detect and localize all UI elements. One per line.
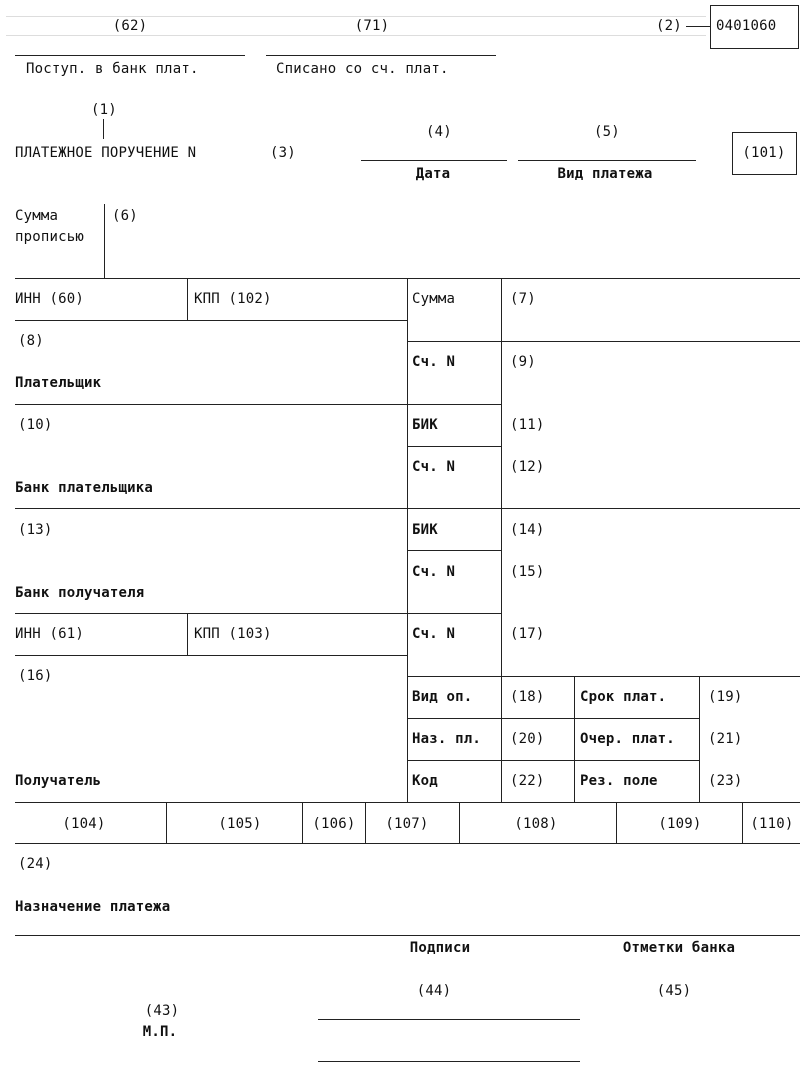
field-15: (15) bbox=[510, 564, 545, 580]
payee-bank-bik-label: БИК bbox=[412, 522, 438, 538]
grid-line-sum-bottom bbox=[407, 341, 800, 342]
field-6: (6) bbox=[112, 208, 138, 224]
amount-words-divider bbox=[104, 204, 105, 278]
grid-line-budget-bottom bbox=[15, 843, 800, 844]
payer-inn: ИНН (60) bbox=[15, 291, 85, 307]
term-label: Срок плат. bbox=[580, 689, 667, 705]
budget-divider-3 bbox=[365, 802, 366, 843]
field-11: (11) bbox=[510, 417, 545, 433]
grid-line-inn-bottom bbox=[15, 320, 407, 321]
payer-bank-label: Банк плательщика bbox=[15, 480, 154, 496]
date-line bbox=[361, 160, 507, 161]
debited-label: Списано со сч. плат. bbox=[276, 61, 449, 77]
grid-line-inn2-bottom bbox=[15, 655, 407, 656]
field-1-pointer bbox=[103, 119, 104, 139]
payee-acc-label: Сч. N bbox=[412, 626, 456, 642]
order-title: ПЛАТЕЖНОЕ ПОРУЧЕНИЕ N bbox=[15, 145, 197, 161]
field-1: (1) bbox=[91, 102, 117, 118]
code-label: Код bbox=[412, 773, 438, 789]
amount-words-label-2: прописью bbox=[15, 229, 85, 245]
field-23: (23) bbox=[708, 773, 743, 789]
field-105: (105) bbox=[218, 816, 262, 832]
top-strip-top bbox=[6, 16, 706, 17]
field-21: (21) bbox=[708, 731, 743, 747]
signatures-label: Подписи bbox=[409, 940, 471, 956]
bank-marks-label: Отметки банка bbox=[622, 940, 736, 956]
grid-line-bik1-bottom bbox=[407, 446, 501, 447]
grid-line-payer-bottom bbox=[15, 404, 501, 405]
date-label: Дата bbox=[415, 166, 451, 182]
field-2: (2) bbox=[656, 18, 682, 34]
field-108: (108) bbox=[514, 816, 558, 832]
field-7: (7) bbox=[510, 291, 536, 307]
payee-label: Получатель bbox=[15, 773, 102, 789]
debited-date-line bbox=[266, 55, 496, 56]
field-13: (13) bbox=[18, 522, 53, 538]
field-104: (104) bbox=[62, 816, 106, 832]
field-43: (43) bbox=[144, 1003, 180, 1019]
grid-vline-op-col3 bbox=[574, 676, 575, 802]
grid-line-acc3-bottom bbox=[407, 676, 800, 677]
field-2-connector bbox=[686, 26, 710, 27]
grid-line-payee-bottom bbox=[15, 802, 800, 803]
field-101: (101) bbox=[742, 145, 786, 161]
payment-type-line bbox=[518, 160, 696, 161]
field-8: (8) bbox=[18, 333, 44, 349]
grid-vline-inn-kpp-1 bbox=[187, 278, 188, 320]
budget-divider-4 bbox=[459, 802, 460, 843]
grid-line-purpose-bottom bbox=[15, 935, 800, 936]
field-62: (62) bbox=[112, 18, 148, 34]
payee-inn: ИНН (61) bbox=[15, 626, 85, 642]
amount-words-label-1: Сумма bbox=[15, 208, 59, 224]
field-107: (107) bbox=[385, 816, 429, 832]
budget-divider-5 bbox=[616, 802, 617, 843]
field-22: (22) bbox=[510, 773, 545, 789]
field-12: (12) bbox=[510, 459, 545, 475]
purpose-label: Назначение платежа bbox=[15, 899, 171, 915]
grid-vline-mid-col bbox=[501, 278, 502, 802]
payee-bank-acc-label: Сч. N bbox=[412, 564, 456, 580]
stamp-label: М.П. bbox=[142, 1024, 178, 1040]
top-strip-bottom bbox=[6, 35, 706, 36]
budget-divider-6 bbox=[742, 802, 743, 843]
grid-vline-left-col bbox=[407, 278, 408, 802]
field-3: (3) bbox=[270, 145, 296, 161]
field-18: (18) bbox=[510, 689, 545, 705]
grid-line-bik2-bottom bbox=[407, 550, 501, 551]
signature-line-1 bbox=[318, 1019, 580, 1020]
field-4: (4) bbox=[426, 124, 452, 140]
payment-type-label: Вид платежа bbox=[557, 166, 653, 182]
payer-bank-acc-label: Сч. N bbox=[412, 459, 456, 475]
signature-line-2 bbox=[318, 1061, 580, 1062]
field-5: (5) bbox=[594, 124, 620, 140]
op-type-label: Вид оп. bbox=[412, 689, 473, 705]
field-109: (109) bbox=[658, 816, 702, 832]
field-19: (19) bbox=[708, 689, 743, 705]
field-9: (9) bbox=[510, 354, 536, 370]
field-17: (17) bbox=[510, 626, 545, 642]
field-45: (45) bbox=[656, 983, 692, 999]
received-label: Поступ. в банк плат. bbox=[26, 61, 199, 77]
payer-acc-label: Сч. N bbox=[412, 354, 456, 370]
field-10: (10) bbox=[18, 417, 53, 433]
grid-vline-op-col4 bbox=[699, 676, 700, 802]
field-110: (110) bbox=[750, 816, 794, 832]
payer-label: Плательщик bbox=[15, 375, 102, 391]
field-44: (44) bbox=[416, 983, 452, 999]
field-24: (24) bbox=[18, 856, 53, 872]
sum-label: Сумма bbox=[412, 291, 456, 307]
queue-label: Очер. плат. bbox=[580, 731, 675, 747]
grid-vline-inn-kpp-2 bbox=[187, 613, 188, 655]
field-106: (106) bbox=[312, 816, 356, 832]
form-code: 0401060 bbox=[716, 18, 777, 34]
received-date-line bbox=[15, 55, 245, 56]
reserve-label: Рез. поле bbox=[580, 773, 658, 789]
field-16: (16) bbox=[18, 668, 53, 684]
field-20: (20) bbox=[510, 731, 545, 747]
payer-bank-bik-label: БИК bbox=[412, 417, 438, 433]
purpose-code-label: Наз. пл. bbox=[412, 731, 482, 747]
grid-line-payeebank-bottom bbox=[15, 613, 501, 614]
payee-bank-label: Банк получателя bbox=[15, 585, 145, 601]
payee-kpp: КПП (103) bbox=[194, 626, 272, 642]
field-14: (14) bbox=[510, 522, 545, 538]
payer-kpp: КПП (102) bbox=[194, 291, 272, 307]
budget-divider-1 bbox=[166, 802, 167, 843]
field-71: (71) bbox=[354, 18, 390, 34]
budget-divider-2 bbox=[302, 802, 303, 843]
grid-line-op-row2 bbox=[407, 760, 699, 761]
grid-line-op-row1 bbox=[407, 718, 699, 719]
